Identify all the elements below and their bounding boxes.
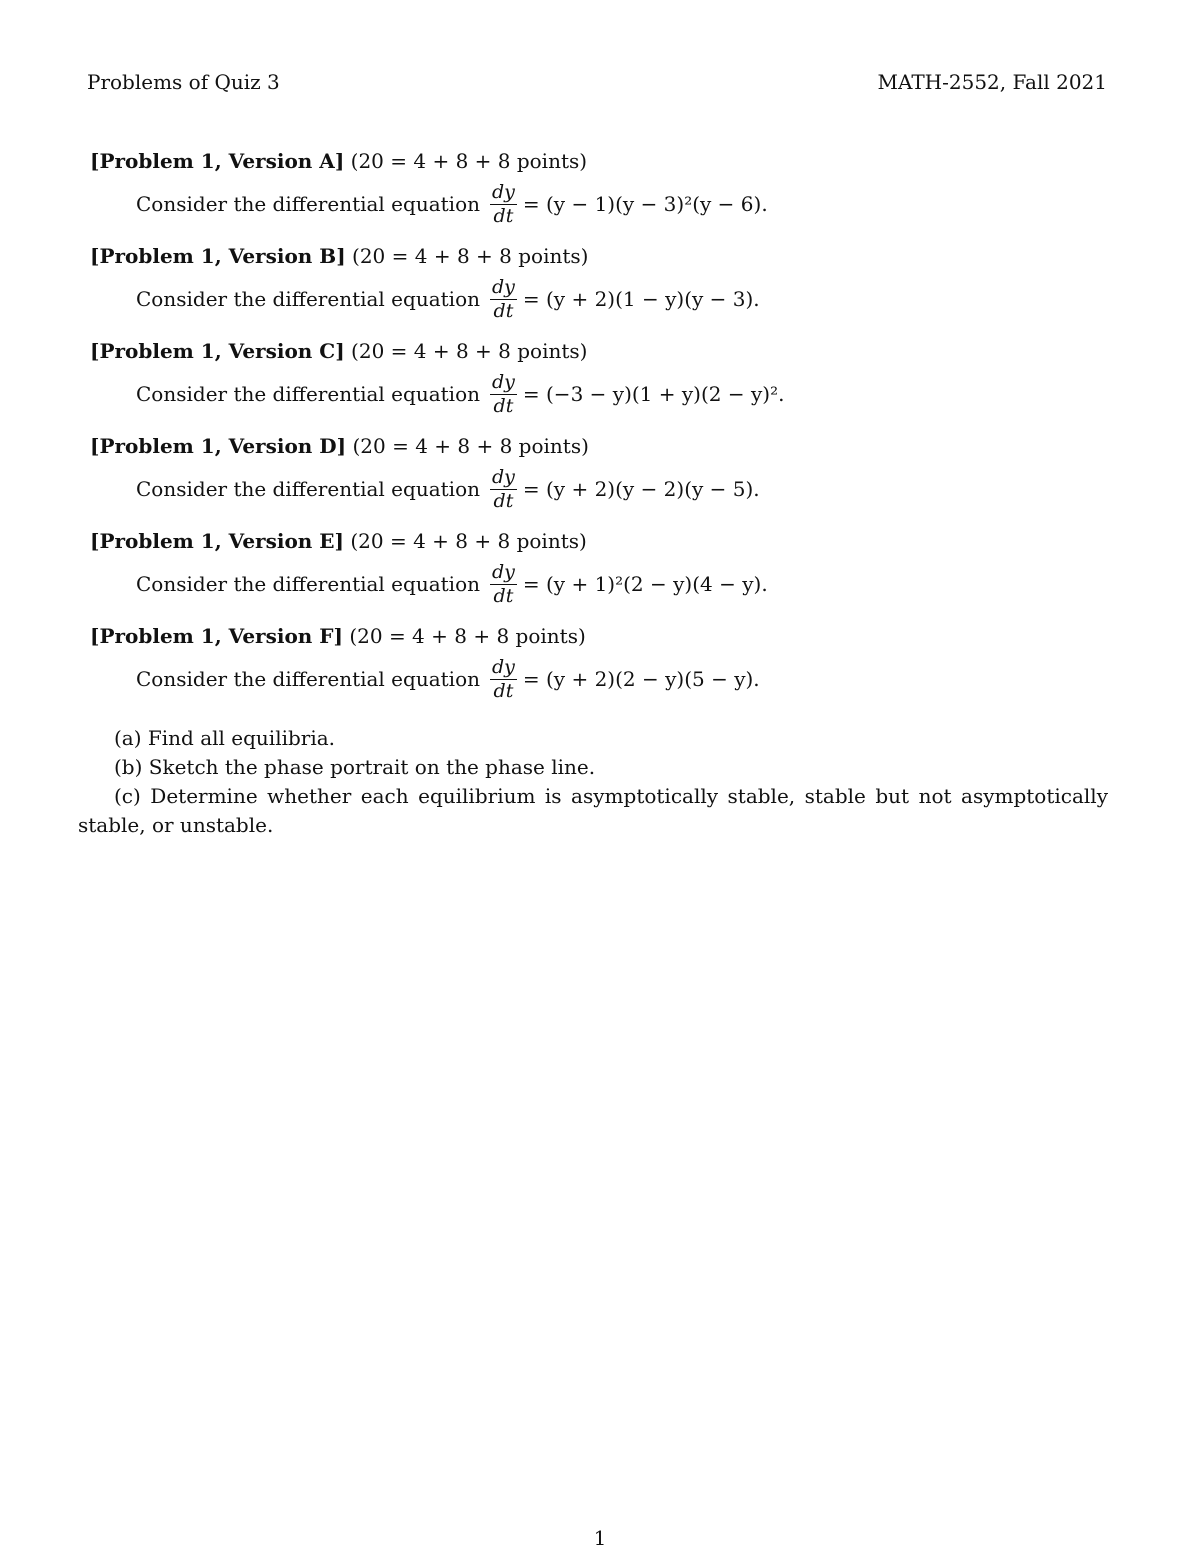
problem-equation <box>136 178 1110 230</box>
fraction-numerator: dy <box>491 275 515 298</box>
equation-right-side: = (−3 − y)(1 + y)(2 − y)². <box>522 382 785 406</box>
problem-version-b <box>90 241 1110 336</box>
problem-equation <box>136 558 1110 610</box>
page-number: 1 <box>593 1526 607 1550</box>
problem-points: (20 = 4 + 8 + 8 points) <box>350 529 587 553</box>
problem-points: (20 = 4 + 8 + 8 points) <box>349 624 586 648</box>
equation-intro: Consider the differential equation <box>136 477 480 501</box>
problem-parts <box>78 724 1108 840</box>
problem-title <box>90 621 1110 651</box>
problem-equation <box>136 463 1110 515</box>
problem-version-d <box>90 431 1110 526</box>
problem-title <box>90 431 1110 461</box>
problem-title <box>90 526 1110 556</box>
derivative-fraction <box>490 467 517 512</box>
derivative-fraction <box>490 562 517 607</box>
problem-version-a <box>90 146 1110 241</box>
fraction-denominator: dt <box>493 204 514 227</box>
equation-intro: Consider the differential equation <box>136 192 480 216</box>
problem-label: [Problem 1, Version F] <box>90 624 343 648</box>
problem-version-c <box>90 336 1110 431</box>
problem-version-e <box>90 526 1110 621</box>
equation-intro: Consider the differential equation <box>136 667 480 691</box>
part-b: (b) Sketch the phase portrait on the phase line. <box>114 755 596 779</box>
problem-points: (20 = 4 + 8 + 8 points) <box>352 434 589 458</box>
derivative-fraction <box>490 372 517 417</box>
equation-right-side: = (y + 2)(2 − y)(5 − y). <box>522 667 760 691</box>
problem-points: (20 = 4 + 8 + 8 points) <box>352 244 589 268</box>
problem-points: (20 = 4 + 8 + 8 points) <box>350 149 588 173</box>
equation-right-side: = (y − 1)(y − 3)²(y − 6). <box>522 192 768 216</box>
derivative-fraction <box>490 277 517 322</box>
header-left-title: Problems of Quiz 3 <box>87 70 280 94</box>
problem-title <box>90 146 1110 176</box>
fraction-denominator: dt <box>493 299 514 322</box>
fraction-numerator: dy <box>491 370 515 393</box>
equation-right-side: = (y + 1)²(2 − y)(4 − y). <box>522 572 768 596</box>
problem-label: [Problem 1, Version A] <box>90 149 345 173</box>
problem-equation <box>136 368 1110 420</box>
fraction-numerator: dy <box>491 655 515 678</box>
part-c: (c) Determine whether each equilibrium is asymptotically stable, stable but not asymptotically stable, or unstable. <box>78 784 1108 837</box>
fraction-denominator: dt <box>493 584 514 607</box>
problem-label: [Problem 1, Version E] <box>90 529 345 553</box>
fraction-numerator: dy <box>491 465 515 488</box>
problem-equation <box>136 653 1110 705</box>
equation-intro: Consider the differential equation <box>136 572 480 596</box>
part-a: (a) Find all equilibria. <box>114 726 336 750</box>
header-right-course: MATH-2552, Fall 2021 <box>877 70 1107 94</box>
equation-right-side: = (y + 2)(1 − y)(y − 3). <box>522 287 760 311</box>
problem-title <box>90 336 1110 366</box>
fraction-denominator: dt <box>493 394 514 417</box>
fraction-denominator: dt <box>493 489 514 512</box>
equation-right-side: = (y + 2)(y − 2)(y − 5). <box>522 477 760 501</box>
problem-version-f <box>90 621 1110 716</box>
page-header <box>87 70 1107 94</box>
problem-label: [Problem 1, Version C] <box>90 339 345 363</box>
problem-title <box>90 241 1110 271</box>
problem-equation <box>136 273 1110 325</box>
derivative-fraction <box>490 182 517 227</box>
fraction-numerator: dy <box>491 560 515 583</box>
equation-intro: Consider the differential equation <box>136 287 480 311</box>
fraction-denominator: dt <box>493 679 514 702</box>
problem-label: [Problem 1, Version B] <box>90 244 346 268</box>
problem-list <box>90 146 1110 716</box>
equation-intro: Consider the differential equation <box>136 382 480 406</box>
problem-points: (20 = 4 + 8 + 8 points) <box>351 339 588 363</box>
fraction-numerator: dy <box>491 180 515 203</box>
derivative-fraction <box>490 657 517 702</box>
problem-label: [Problem 1, Version D] <box>90 434 347 458</box>
